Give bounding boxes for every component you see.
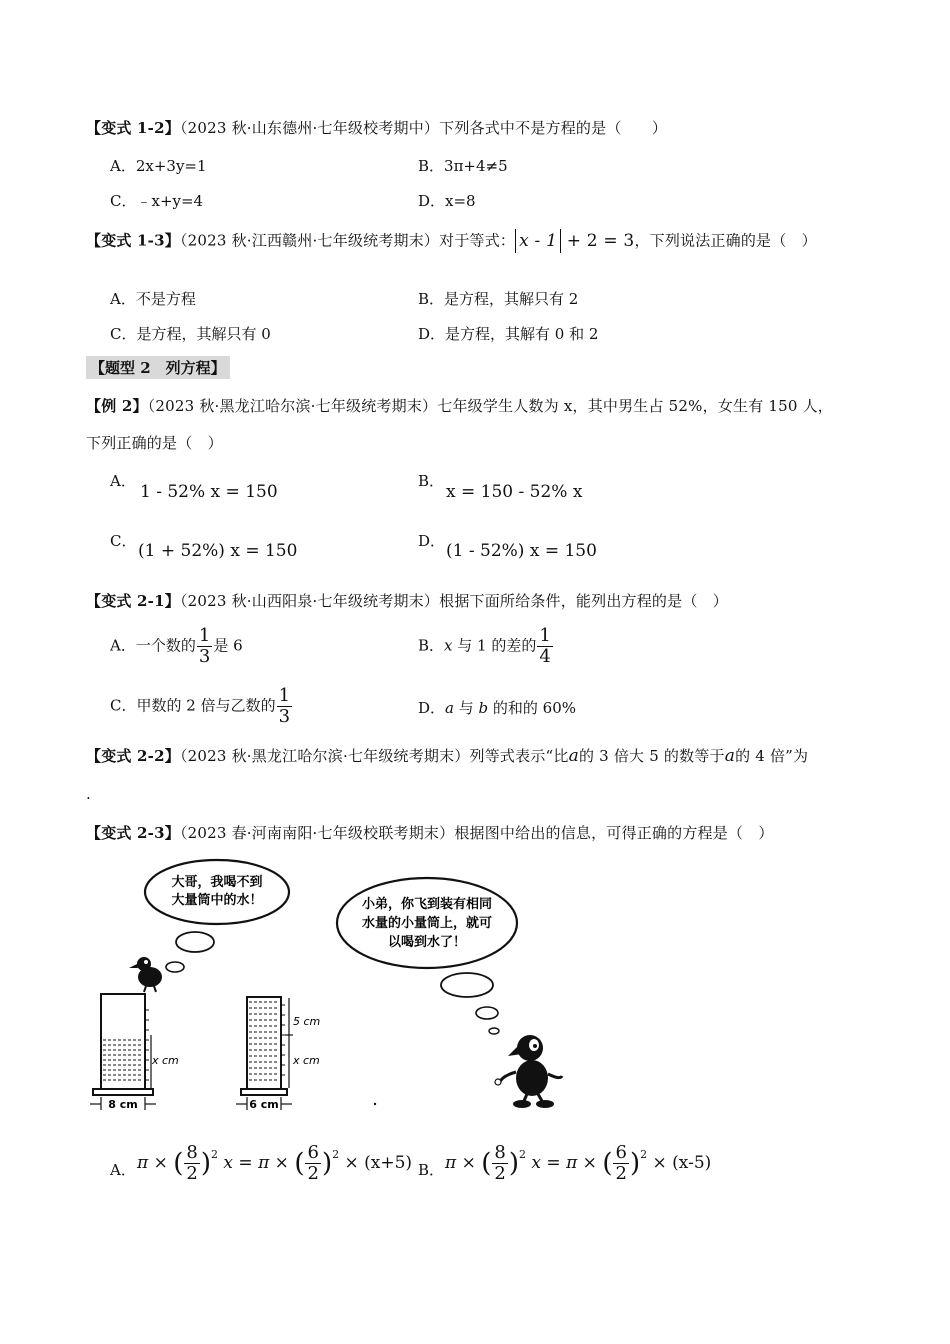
- svg-text:小弟，你飞到装有相同: 小弟，你飞到装有相同: [361, 897, 493, 912]
- option-c[interactable]: C．: [110, 532, 137, 550]
- example-2-line2: 下列正确的是（ ）: [86, 434, 223, 452]
- svg-text:以喝到水了！: 以喝到水了！: [387, 935, 467, 950]
- fraction: $\frac{1}{3}$: [198, 625, 211, 667]
- question-tag: 【变式 2-3】: [86, 824, 180, 842]
- answer-blank[interactable]: .: [86, 785, 91, 803]
- option-c-math: (1 + 52%) x = 150: [138, 541, 298, 561]
- option-d[interactable]: D．a 与 b 的和的 60%: [418, 699, 577, 717]
- fraction: $\frac{1}{3}$: [278, 685, 291, 727]
- option-a-math: 1 - 52% x = 150: [140, 482, 278, 502]
- question-1-2: [86, 117, 667, 138]
- question-tag: 【变式 2-2】: [86, 747, 180, 765]
- speech-bubble-1: [145, 860, 289, 972]
- section-heading: 【题型 2 列方程】: [86, 356, 230, 379]
- question-source: （2023 秋·江西赣州·七年级统考期末）: [179, 231, 440, 250]
- svg-text:6 cm: 6 cm: [249, 1098, 279, 1111]
- svg-text:5 cm: 5 cm: [293, 1015, 321, 1028]
- question-source: （2023 秋·山西阳泉·七年级统考期末）: [179, 592, 440, 610]
- option-a[interactable]: A．: [110, 472, 136, 490]
- question-source: （2023 秋·黑龙江哈尔滨·七年级统考期末）: [179, 747, 470, 765]
- question-1-3: 【变式 1-3】（2023 秋·江西赣州·七年级统考期末）对于等式： x - 1 + 2 = 3，下列说法正确的是（ ）: [86, 230, 817, 251]
- speech-bubble-2: [337, 878, 517, 1034]
- example-2: 【例 2】（2023 秋·黑龙江哈尔滨·七年级统考期末）七年级学生人数为 x，其中男生占 52%，女生有 150 人，: [86, 397, 833, 415]
- crow-cylinder-illustration: [82, 850, 602, 1120]
- option-a[interactable]: A．: [110, 1161, 136, 1179]
- option-b-math: π × ( $\frac{8}{2}$ )$^2$ x = π × ( $\frac{6}{2}$ )$^2$ × (x-5): [445, 1142, 712, 1184]
- option-c[interactable]: C．甲数的 2 倍与乙数的 $\frac{1}{3}$: [110, 685, 291, 727]
- option-b[interactable]: B．: [418, 472, 445, 490]
- svg-text:8 cm: 8 cm: [108, 1098, 138, 1111]
- question-source: （2023 秋·山东德州·七年级校考期中）: [179, 119, 440, 137]
- svg-text:x cm: x cm: [293, 1054, 320, 1067]
- question-2-1: 【变式 2-1】（2023 秋·山西阳泉·七年级统考期末）根据下面所给条件，能列出方程的是（ ）: [86, 592, 728, 610]
- option-b-math: x = 150 - 52% x: [446, 482, 583, 502]
- question-source: （2023 春·河南南阳·七年级校联考期末）: [179, 824, 455, 842]
- option-c[interactable]: C．是方程，其解只有 0: [110, 325, 271, 343]
- crow-large-icon: [495, 1035, 562, 1108]
- question-tag: 【变式 1-2】: [86, 119, 180, 137]
- option-b[interactable]: B．3π+4≠5: [418, 157, 508, 175]
- fraction: $\frac{1}{4}$: [539, 625, 551, 667]
- question-tag: 【变式 1-3】: [86, 231, 180, 250]
- option-d[interactable]: D．: [418, 532, 446, 550]
- option-d-math: (1 - 52%) x = 150: [446, 541, 597, 561]
- question-text: 下列各式中不是方程的是（ ）: [439, 119, 668, 137]
- svg-text:大量筒中的水！: 大量筒中的水！: [171, 893, 263, 908]
- question-source: （2023 秋·黑龙江哈尔滨·七年级统考期末）: [147, 397, 438, 415]
- option-a[interactable]: A．2x+3y=1: [110, 157, 207, 175]
- option-b[interactable]: B．是方程，其解只有 2: [418, 290, 579, 308]
- option-b[interactable]: B．: [418, 1161, 445, 1179]
- svg-text:x cm: x cm: [152, 1054, 179, 1067]
- option-a[interactable]: A．一个数的 $\frac{1}{3}$ 是 6: [110, 625, 243, 667]
- crow-small-icon: [129, 957, 162, 992]
- option-c[interactable]: C．﹣x+y=4: [110, 192, 204, 210]
- small-cylinder: [236, 997, 320, 1111]
- option-a-math: π × ( $\frac{8}{2}$ )$^2$ x = π × ( $\frac{6}{2}$ )$^2$ × (x+5): [137, 1142, 413, 1184]
- big-cylinder: [90, 994, 179, 1111]
- option-a[interactable]: A．不是方程: [110, 290, 196, 308]
- svg-text:大哥，我喝不到: 大哥，我喝不到: [171, 875, 263, 890]
- option-d[interactable]: D．x=8: [418, 192, 476, 210]
- option-b[interactable]: B．x 与 1 的差的 $\frac{1}{4}$: [418, 625, 551, 667]
- abs-equation: x - 1 + 2 = 3: [515, 231, 634, 251]
- question-2-2: 【变式 2-2】（2023 秋·黑龙江哈尔滨·七年级统考期末）列等式表示“比a的 3 倍大 5 的数等于a的 4 倍”为: [86, 746, 809, 766]
- question-tag: 【变式 2-1】: [86, 592, 180, 610]
- svg-text:水量的小量筒上，就可: 水量的小量筒上，就可: [361, 916, 493, 931]
- option-d[interactable]: D．是方程，其解有 0 和 2: [418, 325, 599, 343]
- question-2-3: 【变式 2-3】（2023 春·河南南阳·七年级校联考期末）根据图中给出的信息，可得正确的方程是（ ）: [86, 824, 774, 842]
- question-tag: 【例 2】: [86, 397, 148, 415]
